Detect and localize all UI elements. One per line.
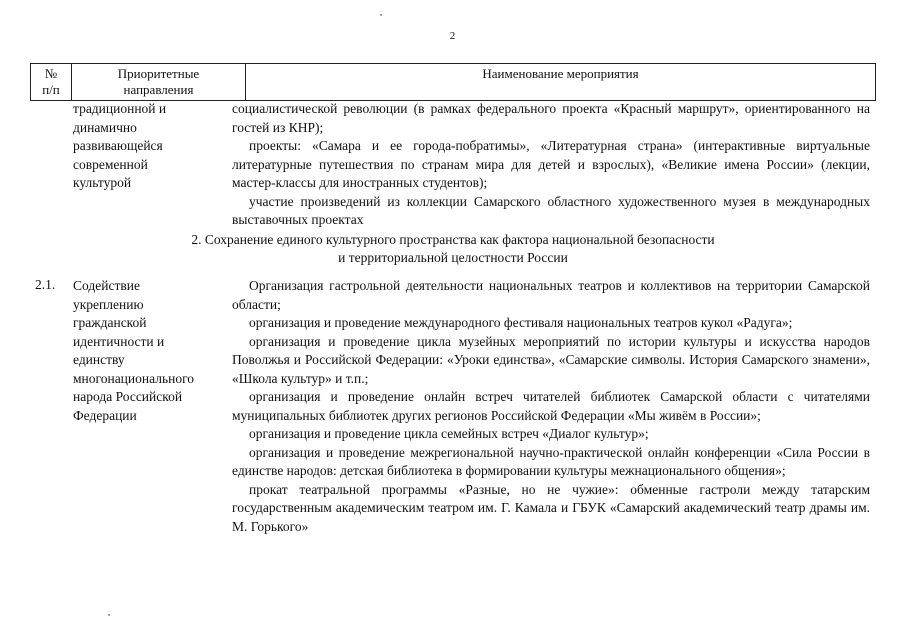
row21-direction	[73, 277, 218, 425]
direction-line: развивающейся	[73, 138, 163, 153]
event-paragraph: социалистической революции (в рамках федерального проекта «Красный маршрут», ориентированного на гостей из КНР);	[232, 101, 870, 135]
scan-speck	[108, 614, 110, 616]
event-paragraph: Организация гастрольной деятельности национальных театров и коллективов на территории Самарской области;	[232, 278, 870, 312]
direction-line: традиционной и	[73, 101, 167, 116]
event-paragraph: организация и проведение цикла музейных мероприятий по истории культуры и искусства народов Поволжья и Российской Федерации: «Уроки единства», «Самарские символы. История Самарского знамени», «Школа культур» и т.п.;	[232, 333, 870, 386]
header-direction-line: направления	[123, 82, 194, 97]
event-paragraph: участие произведений из коллекции Самарского областного художественного музея в международных выставочных проектах	[232, 193, 870, 227]
row-number: 2.1.	[35, 277, 56, 292]
direction-line: культурой	[73, 175, 132, 190]
event-paragraph: прокат театральной программы «Разные, но не чужие»: обменные гастроли между татарским государственным академическим театром им. Г. Камала и ГБУК «Самарский академический театр драмы им. М. Горького»	[232, 481, 870, 534]
direction-line: Содействие	[73, 278, 140, 293]
direction-line: современной	[73, 156, 148, 172]
section-title-line: 2. Сохранение единого культурного пространства как фактора национальной безопасности	[191, 232, 715, 247]
header-direction-cell	[71, 64, 245, 100]
direction-line: идентичности и	[73, 333, 165, 349]
header-number-line: №	[44, 66, 58, 81]
section-title-line: и территориальной целостности России	[338, 250, 568, 265]
header-number-line: п/п	[42, 82, 60, 97]
header-event-cell: Наименование мероприятия	[245, 64, 875, 100]
page-number: 2	[449, 30, 456, 42]
direction-line: Федерации	[73, 407, 137, 423]
table-header	[30, 63, 876, 101]
scan-speck	[380, 14, 382, 16]
direction-line: многонационального	[73, 370, 195, 386]
block1-events	[232, 100, 870, 230]
direction-line: укреплению	[73, 296, 144, 312]
header-number-cell	[31, 64, 71, 100]
block1-direction	[73, 100, 218, 193]
section-title	[30, 231, 876, 267]
event-paragraph: организация и проведение международного фестиваля национальных театров кукол «Радуга»;	[249, 315, 793, 330]
event-paragraph: организация и проведение онлайн встреч читателей библиотек Самарской области с читателями муниципальных библиотек других регионов Российской Федерации «Мы живём в России»;	[232, 389, 870, 423]
event-paragraph: организация и проведение цикла семейных встреч «Диалог культур»;	[249, 426, 649, 441]
direction-line: народа Российской	[73, 389, 183, 404]
direction-line: динамично	[73, 119, 137, 135]
row21-events	[232, 277, 870, 536]
header-direction-line: Приоритетные	[117, 66, 200, 81]
direction-line: гражданской	[73, 315, 147, 330]
event-paragraph: проекты: «Самара и ее города-побратимы», «Литературная страна» (интерактивные виртуальные литературные путешествия по странам мира для детей и взрослых), «Великие имена России» (лекции, мастер-классы для иностранных студентов);	[232, 138, 870, 190]
direction-line: единству	[73, 352, 125, 367]
event-paragraph: организация и проведение межрегиональной научно-практической онлайн конференции «Сила России в единстве народов: детская библиотека в формировании культуры межнационального общения»;	[232, 444, 870, 478]
